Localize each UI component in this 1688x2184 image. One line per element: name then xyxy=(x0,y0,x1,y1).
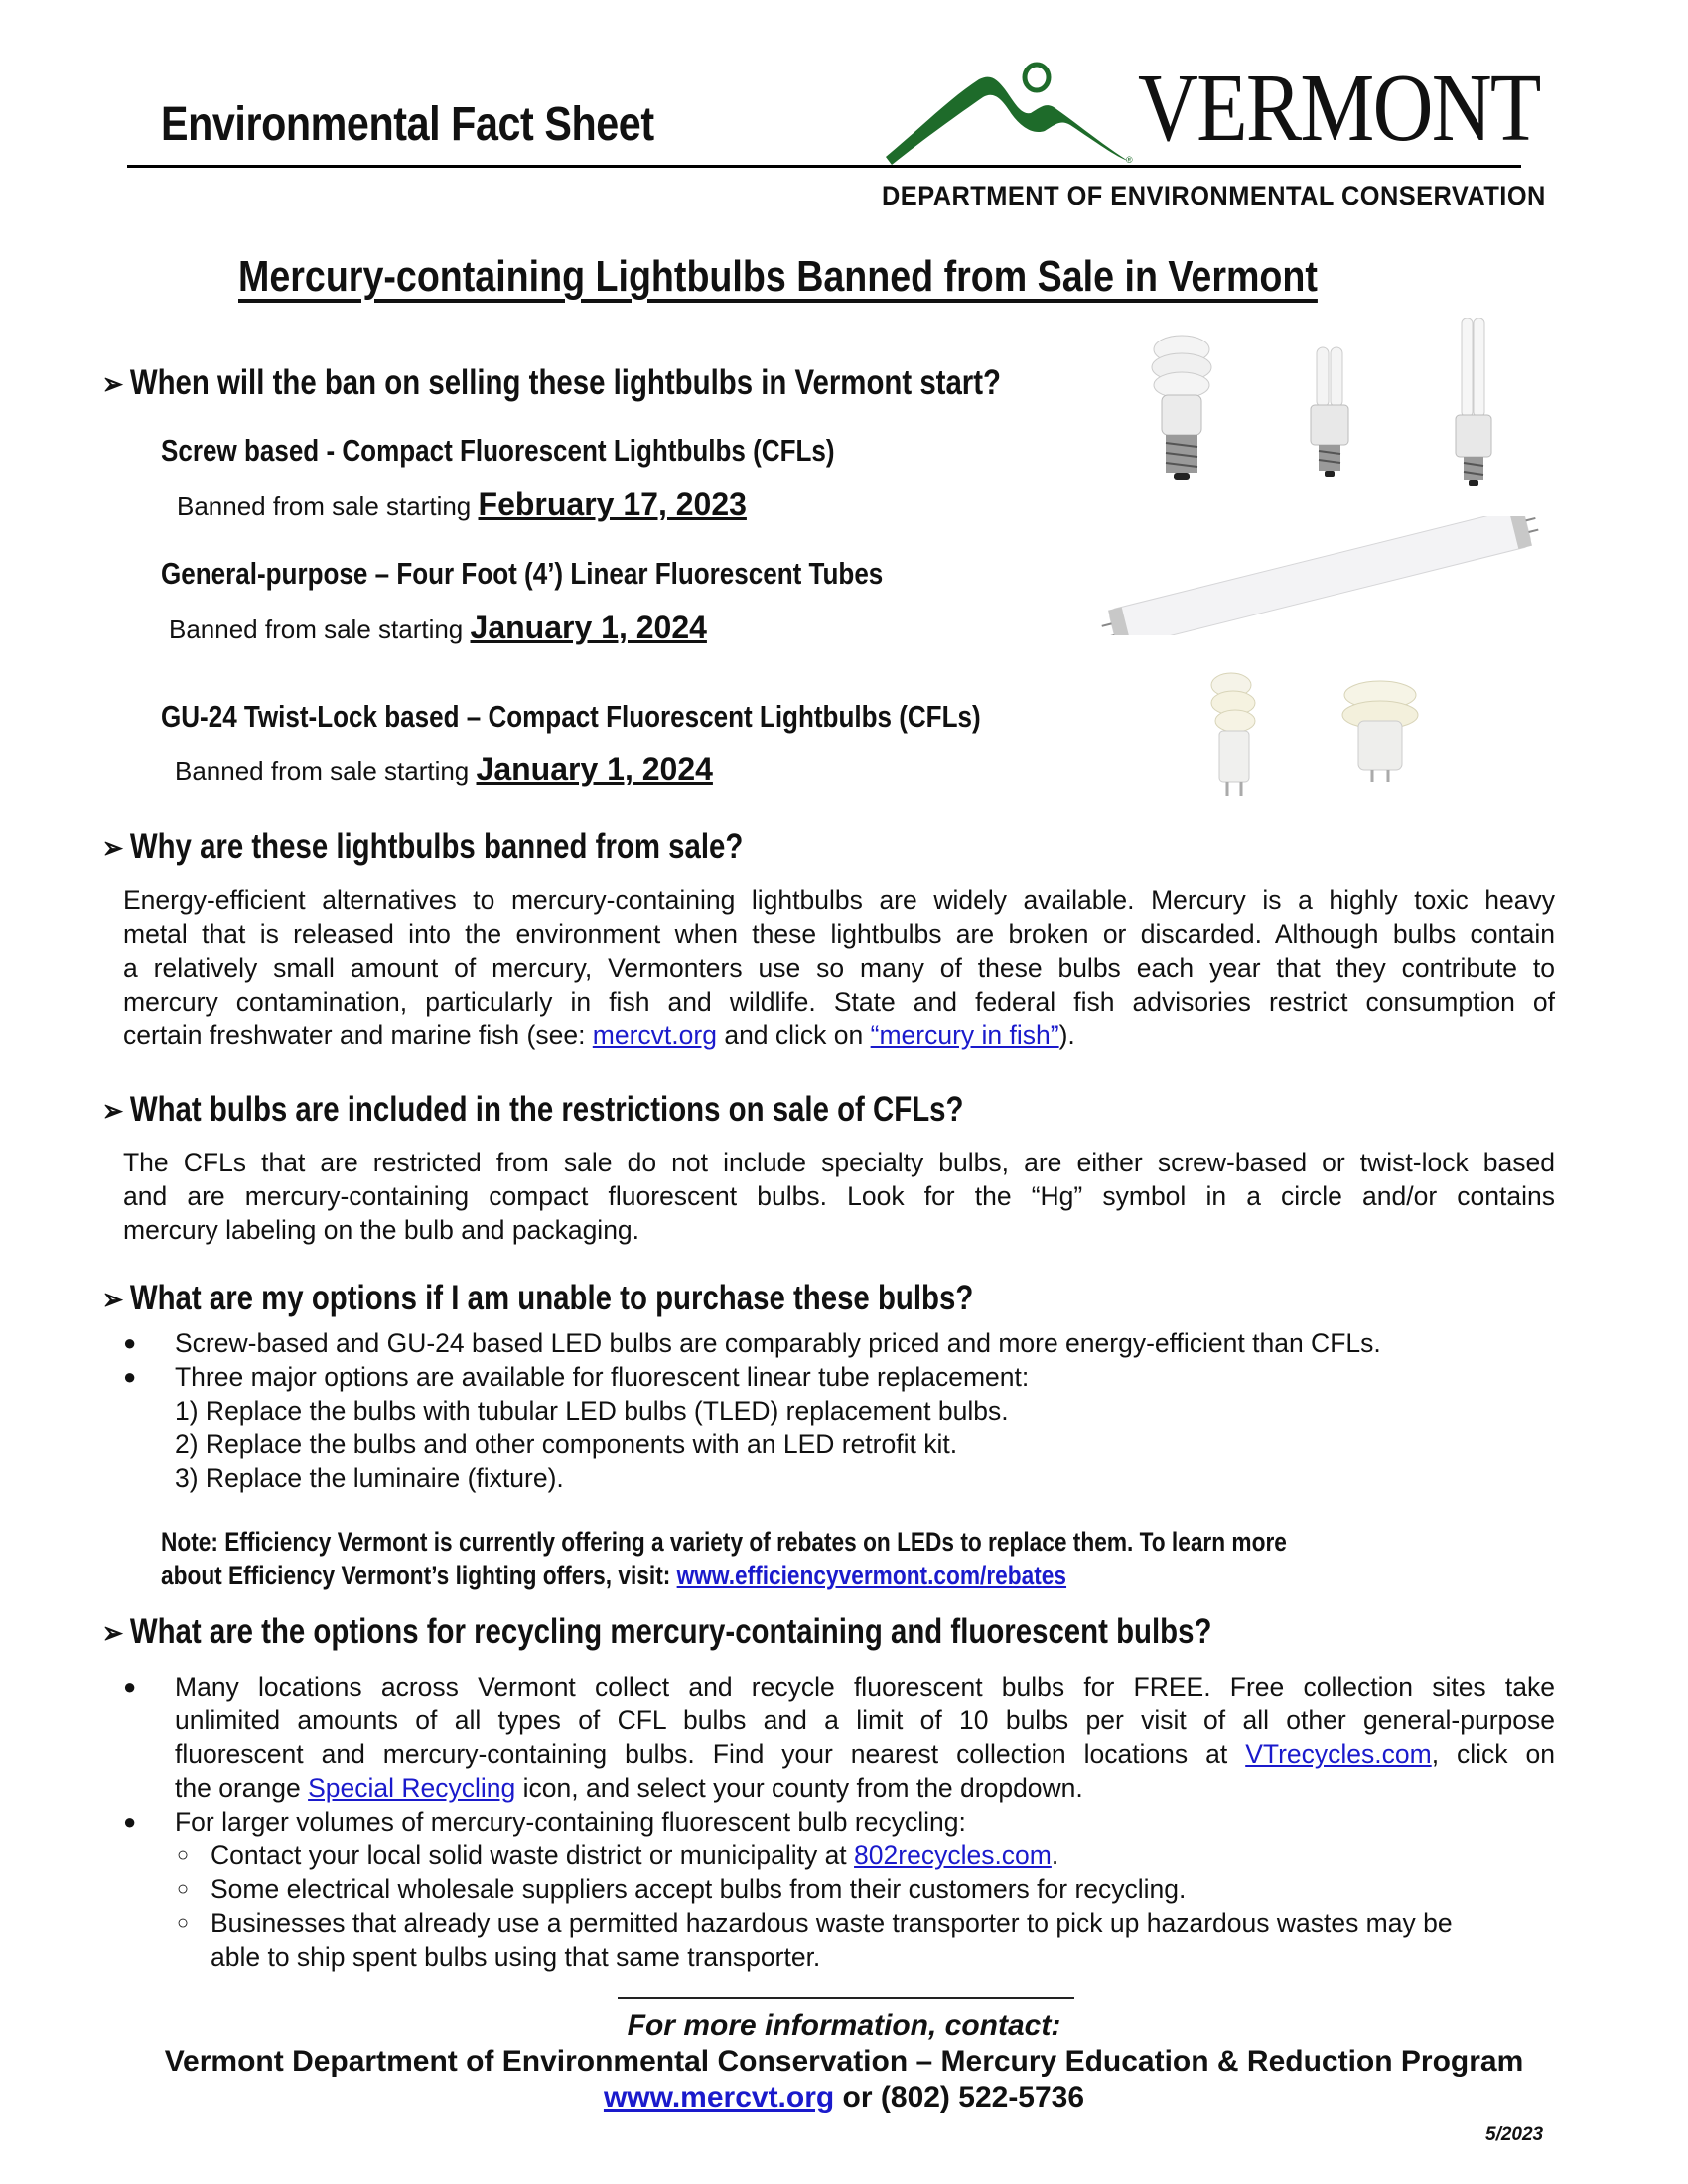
contact-heading: For more information, contact: xyxy=(627,2009,1061,2042)
ban-date: February 17, 2023 xyxy=(478,486,747,522)
list-item xyxy=(123,1805,1555,1839)
arrow-bullet-icon: ➢ xyxy=(102,832,124,865)
ban-prefix: Banned from sale starting xyxy=(169,614,464,644)
paragraph-line: a relatively small amount of mercury, Vermonters use so many of these bulbs each year that they contribute to xyxy=(123,953,1555,983)
mercvt-website-link[interactable]: www.mercvt.org xyxy=(603,2081,835,2114)
text: about Efficiency Vermont’s lighting offers, visit: xyxy=(161,1561,677,1590)
paragraph-line: Many locations across Vermont collect and recycle fluorescent bulbs for FREE. Free collection sites take xyxy=(175,1672,1555,1702)
text: ). xyxy=(1058,1021,1075,1050)
phone-number: (802) 522-5736 xyxy=(880,2081,1085,2114)
list-text: Businesses that already use a permitted hazardous waste transporter to pick up hazardous wastes may be xyxy=(211,1908,1453,1938)
vtrecycles-link[interactable]: VTrecycles.com xyxy=(1245,1739,1432,1769)
included-bulbs-paragraph xyxy=(123,1146,1555,1247)
paragraph-line xyxy=(175,1771,1555,1805)
rebate-note xyxy=(161,1525,1287,1592)
list-text: able to ship spent bulbs using that same transporter. xyxy=(211,1942,821,1972)
paragraph-line: metal that is released into the environment when these lightbulbs are broken or discarded. Although bulbs contain xyxy=(123,919,1555,949)
sub-list-item xyxy=(123,1872,1555,1906)
text: fluorescent and mercury-containing bulbs. Find your nearest collection locations at xyxy=(175,1739,1246,1769)
text: , click on xyxy=(1431,1739,1555,1769)
list-text: For larger volumes of mercury-containing fluorescent bulb recycling: xyxy=(175,1807,966,1837)
note-line xyxy=(161,1559,1287,1592)
paragraph-line: Energy-efficient alternatives to mercury-containing lightbulbs are widely available. Mercury is a highly toxic heavy xyxy=(123,886,1555,915)
item-label-linear-tube: General-purpose – Four Foot (4’) Linear Fluorescent Tubes xyxy=(161,556,884,591)
text: . xyxy=(1051,1841,1059,1870)
paragraph-line: and are mercury-containing compact fluorescent bulbs. Look for the “Hg” symbol in a circle and/or contains xyxy=(123,1181,1555,1211)
gu24-spiral-icon xyxy=(1211,673,1255,796)
page-title: Mercury-containing Lightbulbs Banned from Sale in Vermont xyxy=(238,252,1318,301)
organization-name: Vermont Department of Environmental Conservation – Mercury Education & Reduction Program xyxy=(164,2045,1524,2078)
spiral-cfl-icon xyxy=(1152,336,1211,480)
circle-bullet-icon: ○ xyxy=(177,1844,190,1866)
bullet-icon: ● xyxy=(123,1364,137,1389)
text: and click on xyxy=(716,1021,871,1050)
section-heading-options xyxy=(102,1279,973,1318)
vermont-logo xyxy=(882,55,1540,167)
efficiency-vermont-link[interactable]: www.efficiencyvermont.com/rebates xyxy=(676,1561,1067,1590)
stick-cfl-icon xyxy=(1311,347,1348,477)
heading-text: What are the options for recycling mercury-containing and fluorescent bulbs? xyxy=(129,1612,1212,1651)
why-banned-paragraph xyxy=(123,884,1555,1052)
heading-text: What bulbs are included in the restrictions on sale of CFLs? xyxy=(129,1090,964,1129)
gu24-compact-icon xyxy=(1342,681,1418,782)
header-divider xyxy=(127,165,1521,168)
gu24-cfl-bulbs-image xyxy=(1192,665,1489,814)
item-label-gu24-cfl: GU-24 Twist-Lock based – Compact Fluorescent Lightbulbs (CFLs) xyxy=(161,699,981,734)
text: icon, and select your county from the dropdown. xyxy=(515,1773,1083,1803)
paragraph-line xyxy=(175,1737,1555,1771)
text: or xyxy=(834,2081,881,2114)
options-list xyxy=(123,1326,1573,1495)
numbered-item: 2) Replace the bulbs and other components with an LED retrofit kit. xyxy=(175,1430,958,1459)
arrow-bullet-icon: ➢ xyxy=(102,368,124,401)
contact-details xyxy=(0,2081,1688,2115)
special-recycling-link[interactable]: Special Recycling xyxy=(308,1773,516,1803)
arrow-bullet-icon: ➢ xyxy=(102,1617,124,1650)
svg-text:®: ® xyxy=(1126,155,1133,165)
paragraph-line xyxy=(123,1019,1555,1052)
circle-bullet-icon: ○ xyxy=(177,1912,190,1934)
list-item xyxy=(123,1670,1555,1805)
arrow-bullet-icon: ➢ xyxy=(102,1284,124,1316)
numbered-item: 1) Replace the bulbs with tubular LED bulbs (TLED) replacement bulbs. xyxy=(175,1396,1009,1426)
ban-prefix: Banned from sale starting xyxy=(177,491,472,521)
paragraph-line: unlimited amounts of all types of CFL bulbs and a limit of 10 bulbs per visit of all other general-purpose xyxy=(175,1706,1555,1735)
ban-prefix: Banned from sale starting xyxy=(175,756,470,786)
version-date: 5/2023 xyxy=(1485,2124,1544,2145)
section-heading-included-bulbs xyxy=(102,1090,963,1130)
paragraph-line: mercury labeling on the bulb and packaging. xyxy=(123,1215,640,1245)
bullet-icon: ● xyxy=(123,1674,137,1699)
text: Contact your local solid waste district or municipality at xyxy=(211,1841,855,1870)
screw-cfl-bulbs-image xyxy=(1132,318,1529,516)
802recycles-link[interactable]: 802recycles.com xyxy=(854,1841,1052,1870)
heading-text: When will the ban on selling these lightbulbs in Vermont start? xyxy=(129,363,1002,402)
sub-list-item xyxy=(123,1839,1555,1872)
item-ban-linear-tube xyxy=(169,610,707,646)
list-text: Screw-based and GU-24 based LED bulbs are comparably priced and more energy-efficient than CFLs. xyxy=(175,1328,1381,1358)
numbered-item: 3) Replace the luminaire (fixture). xyxy=(175,1463,564,1493)
department-name: DEPARTMENT OF ENVIRONMENTAL CONSERVATION xyxy=(882,181,1546,210)
ban-date: January 1, 2024 xyxy=(470,610,707,645)
list-text: Some electrical wholesale suppliers accept bulbs from their customers for recycling. xyxy=(211,1874,1187,1904)
heading-text: Why are these lightbulbs banned from sale? xyxy=(129,827,744,866)
paragraph-line: The CFLs that are restricted from sale do not include specialty bulbs, are either screw-based or twist-lock based xyxy=(123,1148,1555,1177)
tall-cfl-icon xyxy=(1456,318,1491,486)
item-ban-screw-cfl xyxy=(177,486,747,523)
arrow-bullet-icon: ➢ xyxy=(102,1095,124,1128)
recycling-list xyxy=(123,1670,1555,1974)
list-item xyxy=(123,1360,1573,1394)
item-ban-gu24-cfl xyxy=(175,751,713,788)
text: the orange xyxy=(175,1773,309,1803)
section-heading-recycling xyxy=(102,1612,1211,1652)
mercury-in-fish-link[interactable]: “mercury in fish” xyxy=(870,1021,1059,1050)
footer-divider xyxy=(618,1997,1074,1999)
item-label-screw-cfl: Screw based - Compact Fluorescent Lightbulbs (CFLs) xyxy=(161,433,835,468)
text: certain freshwater and marine fish (see: xyxy=(123,1021,593,1050)
note-line: Note: Efficiency Vermont is currently offering a variety of rebates on LEDs to replace them. To learn more xyxy=(161,1527,1287,1557)
section-heading-ban-start xyxy=(102,363,1001,403)
linear-fluorescent-tube-image xyxy=(1092,516,1549,635)
list-text: Three major options are available for fluorescent linear tube replacement: xyxy=(175,1362,1030,1392)
fact-sheet-title: Environmental Fact Sheet xyxy=(161,98,654,151)
mercvt-link[interactable]: mercvt.org xyxy=(592,1021,717,1050)
ban-date: January 1, 2024 xyxy=(476,751,713,787)
circle-bullet-icon: ○ xyxy=(177,1878,190,1900)
sub-list-item xyxy=(123,1906,1555,1974)
heading-text: What are my options if I am unable to purchase these bulbs? xyxy=(129,1279,974,1317)
list-item xyxy=(123,1326,1573,1360)
section-heading-why-banned xyxy=(102,827,743,867)
vermont-wordmark: VERMONT xyxy=(1138,55,1540,162)
fluorescent-tube-icon xyxy=(1098,516,1541,635)
bullet-icon: ● xyxy=(123,1330,137,1355)
paragraph-line: mercury contamination, particularly in fish and wildlife. State and federal fish advisories restrict consumption of xyxy=(123,987,1555,1017)
bullet-icon: ● xyxy=(123,1809,137,1834)
